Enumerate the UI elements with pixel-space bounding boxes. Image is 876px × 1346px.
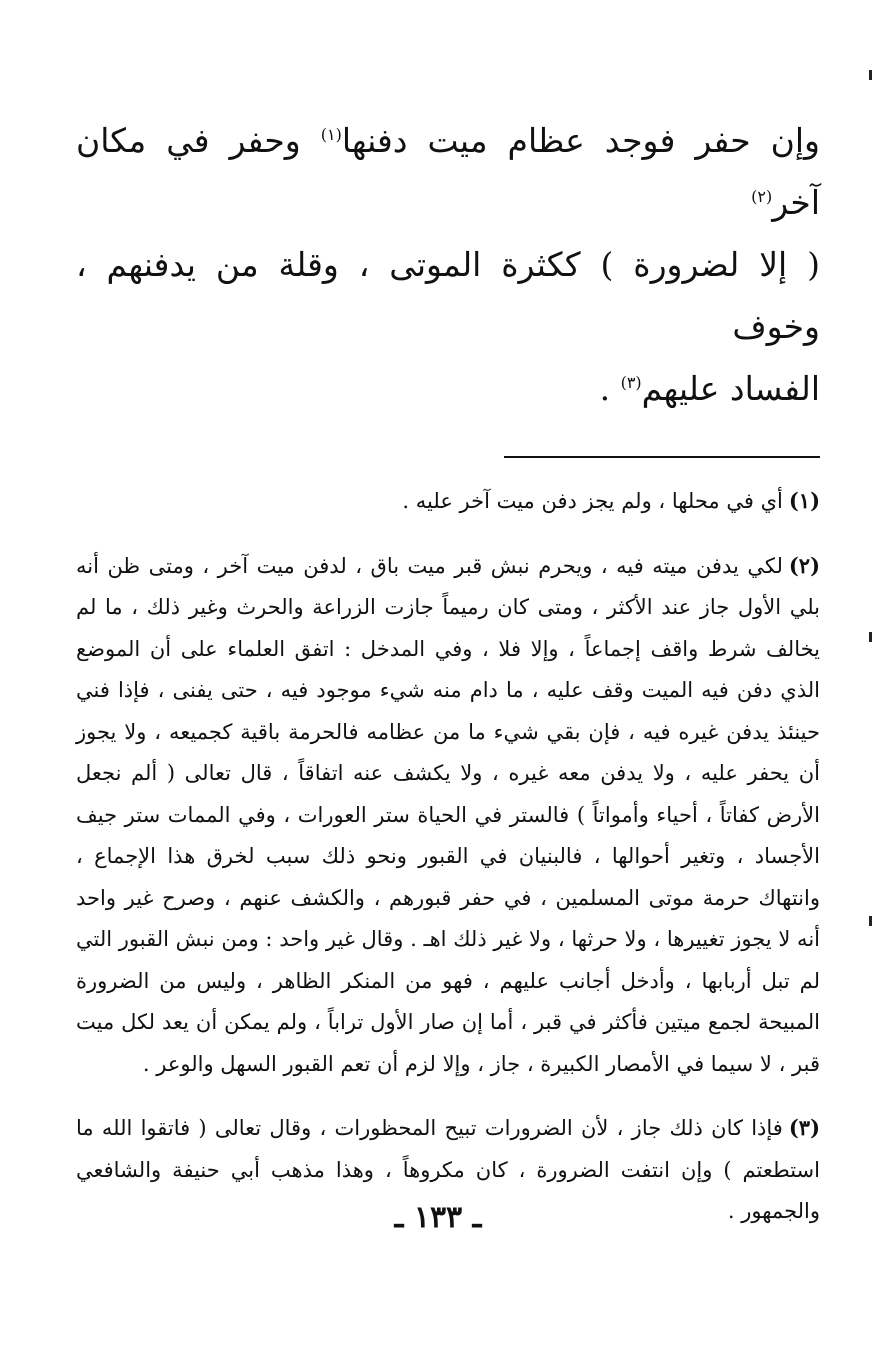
footnote-ref-1: (١) bbox=[320, 125, 342, 144]
page-number: ـ ١٣٣ ـ bbox=[394, 1200, 482, 1235]
footnotes bbox=[76, 480, 820, 1233]
main-line-3-part-a: الفساد عليهم bbox=[641, 369, 820, 408]
footnote-3-number: (٣) bbox=[788, 1115, 820, 1140]
main-text bbox=[76, 110, 820, 420]
scan-edge-mark bbox=[869, 70, 872, 80]
footnote-separator-wrap bbox=[76, 420, 820, 480]
footnote-2-number: (٢) bbox=[788, 552, 820, 578]
main-line-1 bbox=[76, 110, 820, 234]
footnote-ref-2: (٢) bbox=[751, 187, 773, 206]
main-line-2: ( إلا لضرورة ) ككثرة الموتى ، وقلة من يدفنهم ، وخوف bbox=[76, 245, 820, 346]
footnote-2-text: لكي يدفن ميته فيه ، ويحرم نبش قبر ميت باق ، لدفن ميت آخر ، ومتى ظن أنه بلي الأول جاز عند الأكثر ، ومتى كان رميماً جازت الزراعة والحرث وغير ذلك ، ما لم يخالف شرط واقف إجماعاً ، وإلا فلا ، وفي المدخل : اتفق العلماء على أن الموضع الذي دفن فيه الميت وقف عليه ، ما دام منه شيء موجود فيه ، حتى يفنى ، فإذا فني حينئذ يدفن غيره فيه ، فإن بقي شيء ما من عظامه فالحرمة باقية كجميعه ، ولا يجوز أن يحفر عليه ، ولا يدفن معه غيره ، ولا يكشف عنه اتفاقاً ، قال تعالى ( ألم نجعل الأرض كفاتاً ، أحياء وأمواتاً ) فالستر في الحياة ستر العورات ، وفي الممات ستر جيف الأجساد ، وتغير أحوالها ، فالبنيان في القبور ونحو ذلك سبب لخرق هذا الإجماع ، وانتهاك حرمة موتى المسلمين ، في حفر قبورهم ، والكشف عنهم ، وصرح غير واحد أنه لا يجوز تغييرها ، ولا حرثها ، ولا غير ذلك اهـ . وقال غير واحد : ومن نبش القبور التي لم تبل أربابها ، وأدخل أجانب عليهم ، فهو من المنكر الظاهر ، وليس من الضرورة المبيحة لجمع ميتين فأكثر في قبر ، أما إن صار الأول تراباً ، ولم يمكن أن يعد لكل ميت قبر ، لا سيما في الأمصار الكبيرة ، جاز ، وإلا لزم أن تعم القبور السهل والوعر . bbox=[76, 553, 820, 1076]
main-line-1-part-a: وإن حفر فوجد عظام ميت دفنها bbox=[341, 121, 820, 160]
main-line-1-part-b: وحفر في مكان آخر bbox=[76, 121, 820, 222]
main-line-3 bbox=[76, 358, 820, 420]
scan-edge-mark bbox=[869, 632, 872, 642]
footnote-1 bbox=[76, 480, 820, 523]
main-line-3-part-b: . bbox=[599, 369, 621, 408]
footnote-2 bbox=[76, 545, 820, 1086]
footnote-3-text: فإذا كان ذلك جاز ، لأن الضرورات تبيح المحظورات ، وقال تعالى ( فاتقوا الله ما استطعتم ) وإن انتفت الضرورة ، كان مكروهاً ، وهذا مذهب أبي حنيفة والشافعي والجمهور . bbox=[76, 1116, 820, 1223]
page-body bbox=[76, 110, 820, 1255]
footnote-1-number: (١) bbox=[788, 488, 820, 513]
footnote-ref-3: (٣) bbox=[620, 373, 642, 392]
scan-edge-mark bbox=[869, 916, 872, 926]
footnote-1-text: أي في محلها ، ولم يجز دفن ميت آخر عليه . bbox=[402, 489, 783, 513]
footnote-separator bbox=[504, 456, 820, 458]
